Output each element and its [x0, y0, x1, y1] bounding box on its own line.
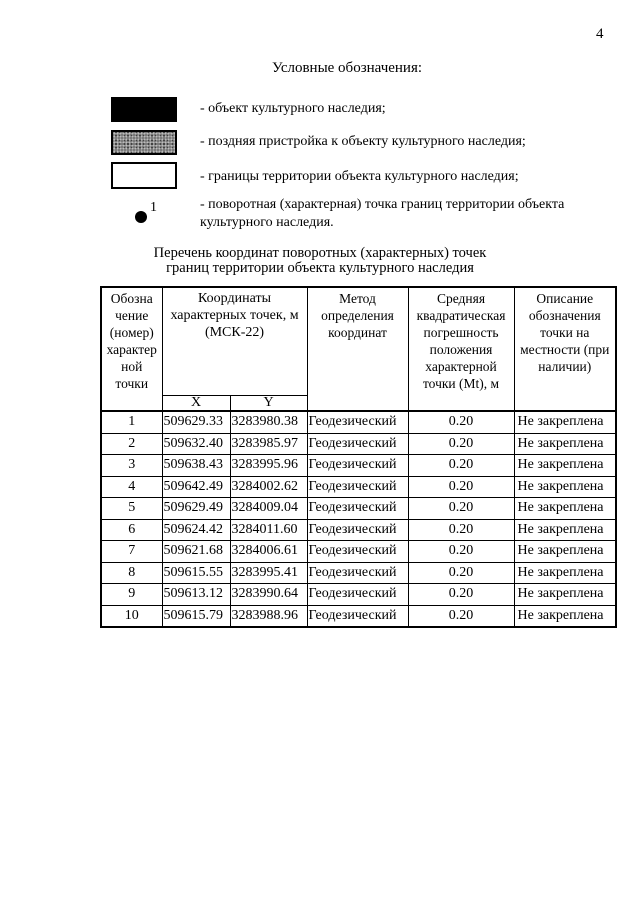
- cell-x: 509642.49: [162, 476, 230, 498]
- cell-description: Не закреплена: [514, 476, 616, 498]
- cell-point-number: 3: [101, 455, 162, 477]
- legend-text-territory-boundary: - границы территории объекта культурного наследия;: [200, 169, 519, 184]
- legend-point-marker-label: 1: [150, 200, 157, 215]
- cell-x: 509629.49: [162, 498, 230, 520]
- cell-error: 0.20: [408, 584, 514, 606]
- cell-description: Не закреплена: [514, 455, 616, 477]
- table-row: [101, 455, 616, 477]
- cell-method: Геодезический: [307, 455, 408, 477]
- coordinates-table: [100, 286, 617, 628]
- cell-error: 0.20: [408, 455, 514, 477]
- cell-method: Геодезический: [307, 584, 408, 606]
- header-x: X: [162, 395, 230, 411]
- cell-description: Не закреплена: [514, 541, 616, 563]
- table-row: [101, 605, 616, 627]
- cell-point-number: 8: [101, 562, 162, 584]
- cell-error: 0.20: [408, 411, 514, 433]
- cell-point-number: 10: [101, 605, 162, 627]
- legend-text-turning-point: - поворотная (характерная) точка границ территории объекта культурного наследия.: [200, 197, 565, 230]
- cell-y: 3284011.60: [230, 519, 307, 541]
- cell-method: Геодезический: [307, 411, 408, 433]
- legend-swatch-late-extension: [111, 130, 177, 155]
- legend-text-heritage-object: - объект культурного наследия;: [200, 101, 386, 116]
- legend-swatch-heritage-object: [111, 97, 177, 122]
- table-title-line-1: Перечень координат поворотных (характерных) точек: [153, 245, 487, 261]
- cell-x: 509638.43: [162, 455, 230, 477]
- page-number: 4: [596, 26, 604, 42]
- cell-x: 509615.79: [162, 605, 230, 627]
- cell-point-number: 5: [101, 498, 162, 520]
- cell-point-number: 2: [101, 433, 162, 455]
- cell-point-number: 9: [101, 584, 162, 606]
- cell-point-number: 4: [101, 476, 162, 498]
- table-row: [101, 584, 616, 606]
- table-title: [120, 246, 520, 276]
- cell-x: 509629.33: [162, 411, 230, 433]
- table-row: [101, 433, 616, 455]
- header-designation: Обозна чение (номер) характер ной точки: [101, 287, 162, 411]
- cell-x: 509613.12: [162, 584, 230, 606]
- cell-x: 509632.40: [162, 433, 230, 455]
- legend-swatch-territory-boundary: [111, 162, 177, 189]
- header-method: Метод определения координат: [307, 287, 408, 411]
- cell-description: Не закреплена: [514, 411, 616, 433]
- table-row: [101, 476, 616, 498]
- cell-error: 0.20: [408, 433, 514, 455]
- cell-method: Геодезический: [307, 541, 408, 563]
- cell-y: 3283995.96: [230, 455, 307, 477]
- cell-y: 3283980.38: [230, 411, 307, 433]
- cell-error: 0.20: [408, 605, 514, 627]
- cell-description: Не закреплена: [514, 519, 616, 541]
- legend-point-marker-icon: [135, 211, 147, 223]
- legend-text-late-extension: - поздняя пристройка к объекту культурного наследия;: [200, 134, 526, 149]
- cell-error: 0.20: [408, 541, 514, 563]
- cell-error: 0.20: [408, 519, 514, 541]
- legend-title: Условные обозначения:: [272, 60, 423, 76]
- table-row: [101, 498, 616, 520]
- table-row: [101, 541, 616, 563]
- cell-y: 3284002.62: [230, 476, 307, 498]
- cell-point-number: 1: [101, 411, 162, 433]
- table-row: [101, 519, 616, 541]
- header-error: Средняя квадратическая погрешность положения характерной точки (Mt), м: [408, 287, 514, 411]
- header-coordinates: Координаты характерных точек, м (МСК-22): [162, 287, 307, 395]
- cell-x: 509624.42: [162, 519, 230, 541]
- cell-error: 0.20: [408, 562, 514, 584]
- cell-error: 0.20: [408, 498, 514, 520]
- cell-method: Геодезический: [307, 476, 408, 498]
- cell-description: Не закреплена: [514, 433, 616, 455]
- cell-description: Не закреплена: [514, 584, 616, 606]
- cell-y: 3283985.97: [230, 433, 307, 455]
- cell-point-number: 7: [101, 541, 162, 563]
- cell-description: Не закреплена: [514, 605, 616, 627]
- table-row: [101, 411, 616, 433]
- cell-method: Геодезический: [307, 605, 408, 627]
- cell-error: 0.20: [408, 476, 514, 498]
- header-description: Описание обозначения точки на местности (при наличии): [514, 287, 616, 411]
- cell-y: 3284009.04: [230, 498, 307, 520]
- table-body: [101, 411, 616, 627]
- cell-method: Геодезический: [307, 498, 408, 520]
- table-title-line-2: границ территории объекта культурного наследия: [166, 260, 474, 276]
- cell-y: 3284006.61: [230, 541, 307, 563]
- table-row: [101, 562, 616, 584]
- cell-method: Геодезический: [307, 519, 408, 541]
- cell-description: Не закреплена: [514, 498, 616, 520]
- cell-x: 509621.68: [162, 541, 230, 563]
- cell-y: 3283988.96: [230, 605, 307, 627]
- table-header: [101, 287, 616, 411]
- cell-x: 509615.55: [162, 562, 230, 584]
- cell-point-number: 6: [101, 519, 162, 541]
- header-y: Y: [230, 395, 307, 411]
- cell-y: 3283990.64: [230, 584, 307, 606]
- cell-y: 3283995.41: [230, 562, 307, 584]
- cell-description: Не закреплена: [514, 562, 616, 584]
- cell-method: Геодезический: [307, 562, 408, 584]
- cell-method: Геодезический: [307, 433, 408, 455]
